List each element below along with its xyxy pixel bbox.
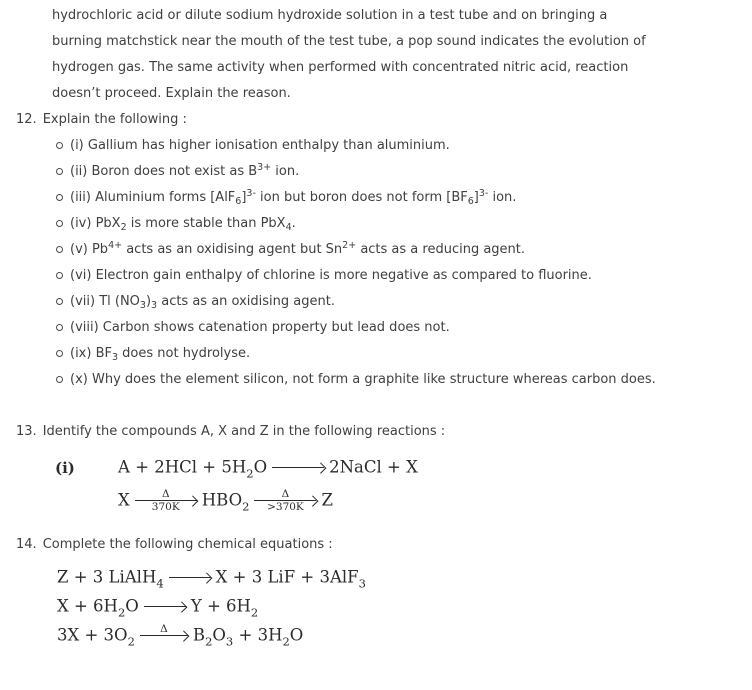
subscript: 6: [467, 196, 474, 207]
question-13-heading: [16, 419, 752, 445]
list-item-text: (v) $Pb^{4+}$ acts as an oxidising agent but $Sn^{2+}$ acts as a reducing agent.: [70, 240, 526, 257]
paragraph-line: burning matchstick near the mouth of the test tube, a pop sound indicates the evolution of: [52, 34, 646, 49]
question-number: 14.: [16, 537, 37, 552]
list-item: [56, 185, 752, 211]
intro-paragraph: [52, 3, 752, 107]
superscript: 2+: [342, 240, 357, 251]
arrow-top-label: Δ: [160, 622, 168, 635]
subscript: 4: [285, 222, 292, 233]
subscript: 3: [151, 300, 158, 311]
list-item-text: (iv) PbX$_2$ is more stable than PbX$_4$.: [70, 216, 296, 233]
arrow-line: [272, 467, 324, 469]
arrow-top-label: Δ: [161, 487, 170, 500]
list-item: [56, 289, 752, 315]
circle-bullet-icon: [56, 376, 64, 384]
question-title: Identify the compounds A, X and Z in the following reactions :: [42, 424, 446, 439]
superscript: 3-: [246, 188, 256, 199]
reaction-arrow: [272, 455, 324, 481]
subscript: 2: [282, 634, 290, 648]
chemical-equation: X $\frac{\Delta}{370K}$ $HBO_2$ $\frac{\Delta}{>370K}$ Z: [118, 487, 333, 514]
question-13-equations: [55, 451, 752, 517]
arrow-top-label: Δ: [281, 487, 290, 500]
arrow-line: [135, 500, 197, 502]
subscript: 3: [225, 634, 234, 648]
list-item: [56, 237, 752, 263]
arrow-bottom-label: >370K: [267, 501, 304, 514]
superscript: 3-: [478, 188, 489, 199]
equation-row: [57, 592, 752, 621]
circle-bullet-icon: [56, 142, 64, 150]
question-number: 12.: [16, 112, 37, 127]
circle-bullet-icon: [56, 350, 64, 358]
list-item: [56, 133, 752, 159]
paragraph-line: doesn’t proceed. Explain the reason.: [52, 86, 291, 101]
list-item-text: (x) Why does the element silicon, not form a graphite like structure whereas carbon does.: [70, 372, 656, 387]
equation-row: [57, 563, 752, 592]
circle-bullet-icon: [56, 272, 64, 280]
subscript: 3: [139, 300, 146, 311]
question-number: 13.: [16, 424, 37, 439]
equation-row: [57, 621, 752, 650]
equation-row: [55, 451, 752, 484]
list-item: [56, 263, 752, 289]
question-14-heading: [16, 532, 752, 558]
list-item: [56, 341, 752, 367]
list-item: [56, 159, 752, 185]
list-item-text: (iii) Aluminium forms $[AlF_6]^{3-}$ ion but boron does not form $[BF_6]^{3-}$ ion.: [70, 188, 517, 207]
circle-bullet-icon: [56, 324, 64, 332]
chemical-equation: $3X + 3O_2$ Δ $B_2O_3 + 3H_2O$: [57, 622, 304, 648]
equation-row: [55, 484, 752, 517]
list-item-text: (vi) Electron gain enthalpy of chlorine is more negative as compared to fluorine.: [70, 268, 592, 283]
circle-bullet-icon: [56, 246, 64, 254]
document-page: [0, 3, 752, 690]
subscript: 2: [205, 634, 213, 648]
arrow-line: [140, 635, 188, 637]
reaction-arrow: [144, 594, 186, 620]
list-item-text: (viii) Carbon shows catenation property but lead does not.: [70, 320, 450, 335]
arrow-line: [254, 500, 316, 502]
circle-bullet-icon: [56, 220, 64, 228]
question-title: Explain the following :: [42, 112, 187, 127]
chemical-equation: Z + 3 LiAlH$_4$ X + 3 LiF + 3AlF$_3$: [57, 565, 366, 591]
reaction-arrow: [254, 488, 316, 514]
paragraph-line: hydrogen gas. The same activity when performed with concentrated nitric acid, reaction: [52, 60, 629, 75]
question-14-equations: [57, 563, 752, 650]
subscript: 3: [111, 352, 119, 363]
list-item-text: (ix) $BF_3$ does not hydrolyse.: [70, 346, 251, 363]
subscript: 3: [358, 576, 366, 590]
list-item-text: (vii) Tl $(NO_3)_3$ acts as an oxidising agent.: [70, 294, 335, 311]
subscript: 6: [235, 196, 242, 207]
subscript: 2: [246, 466, 254, 480]
list-item-text: (i) Gallium has higher ionisation enthalpy than aluminium.: [70, 138, 450, 153]
question-title: Complete the following chemical equations :: [42, 537, 333, 552]
circle-bullet-icon: [56, 194, 64, 202]
list-item-text: (ii) Boron does not exist as $B^{3+}$ ion.: [70, 162, 300, 179]
reaction-arrow: [135, 488, 197, 514]
superscript: 3+: [257, 162, 272, 173]
equation-label: (i): [55, 458, 75, 477]
arrow-line: [169, 577, 211, 579]
circle-bullet-icon: [56, 298, 64, 306]
chemical-equation: $X + 6H_2O$ $Y + 6H_2$: [57, 594, 258, 620]
circle-bullet-icon: [56, 168, 64, 176]
list-item: [56, 315, 752, 341]
subscript: 2: [120, 222, 127, 233]
subscript: 4: [156, 576, 164, 590]
subscript: 2: [117, 605, 126, 619]
reaction-arrow: [140, 623, 188, 649]
arrow-bottom-label: 370K: [151, 501, 180, 514]
subscript: 2: [242, 499, 250, 513]
paragraph-line: hydrochloric acid or dilute sodium hydroxide solution in a test tube and on bringing a: [52, 8, 608, 23]
arrow-line: [144, 606, 186, 608]
list-item: [56, 367, 752, 393]
list-item: [56, 211, 752, 237]
subscript: 2: [250, 605, 259, 619]
question-12-heading: [16, 107, 752, 133]
chemical-equation: $A + 2HCl + 5H_2O$ 2NaCl + X: [118, 455, 418, 481]
reaction-arrow: [169, 565, 211, 591]
question-12-list: [56, 133, 752, 393]
superscript: 4+: [108, 240, 123, 251]
subscript: 2: [127, 634, 135, 648]
